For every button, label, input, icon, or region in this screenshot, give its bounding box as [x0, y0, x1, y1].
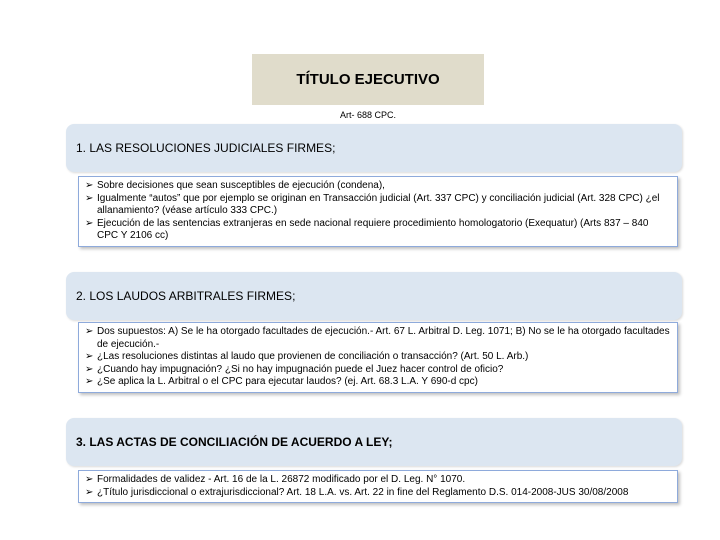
- list-item: ➢ ¿Se aplica la L. Arbitral o el CPC para ejecutar laudos? (ej. Art. 68.3 L.A. Y 690-d cpc): [85, 376, 478, 387]
- subtitle: Art- 688 CPC.: [339, 110, 397, 120]
- arrow-bullet-icon: ➢: [85, 192, 94, 204]
- section-header-1: [66, 124, 682, 172]
- section-header-label: 2. LOS LAUDOS ARBITRALES FIRMES;: [76, 289, 296, 303]
- list-item: ➢ ¿Título jurisdiccional o extrajurisdiccional? Art. 18 L.A. vs. Art. 22 in fine del Reglamento D.S. 014-2008-JUS 30/08/2008: [85, 486, 629, 498]
- arrow-bullet-icon: ➢: [85, 217, 94, 229]
- section-header-label: 3. LAS ACTAS DE CONCILIACIÓN DE ACUERDO A LEY;: [76, 435, 393, 449]
- arrow-bullet-icon: ➢: [85, 474, 94, 485]
- section-header-label: 1. LAS RESOLUCIONES JUDICIALES FIRMES;: [76, 141, 336, 155]
- list-item: ➢ ¿Las resoluciones distintas al laudo que provienen de conciliación o transacción? (Art. 50 L. Arb.): [85, 351, 529, 362]
- section-header-3: [66, 418, 682, 466]
- title-box: [252, 54, 484, 105]
- section-content-1: [78, 176, 678, 247]
- arrow-bullet-icon: ➢: [85, 180, 94, 191]
- list-item: ➢ Igualmente “autos” que por ejemplo se originan en Transacción judicial (Art. 337 CPC) y conciliación judicial (Art. 328 CPC) ¿el allanamiento? (véase artículo 333 CPC.): [85, 192, 660, 216]
- arrow-bullet-icon: ➢: [85, 486, 94, 498]
- list-item: ➢ Ejecución de las sentencias extranjeras en sede nacional requiere procedimiento homologatorio (Exequatur) (Arts 837 – 840 CPC Y 2106 cc): [85, 217, 649, 241]
- arrow-bullet-icon: ➢: [85, 351, 94, 362]
- page-title: TÍTULO EJECUTIVO: [296, 71, 440, 88]
- arrow-bullet-icon: ➢: [85, 363, 94, 375]
- list-item: ➢ Dos supuestos: A) Se le ha otorgado facultades de ejecución.- Art. 67 L. Arbitral D. Leg. 1071; B) No se le ha otorgado facultades de ejecución.-: [85, 326, 670, 350]
- list-item: ➢ ¿Cuando hay impugnación? ¿Si no hay impugnación puede el Juez hacer control de oficio?: [85, 363, 504, 375]
- arrow-bullet-icon: ➢: [85, 376, 94, 387]
- list-item: ➢ Formalidades de validez - Art. 16 de la L. 26872 modificado por el D. Leg. N° 1070.: [85, 474, 466, 485]
- section-content-3: [78, 470, 678, 503]
- arrow-bullet-icon: ➢: [85, 326, 94, 337]
- section-header-2: [66, 272, 682, 320]
- section-content-2: [78, 322, 678, 393]
- list-item: ➢ Sobre decisiones que sean susceptibles de ejecución (condena),: [85, 180, 385, 191]
